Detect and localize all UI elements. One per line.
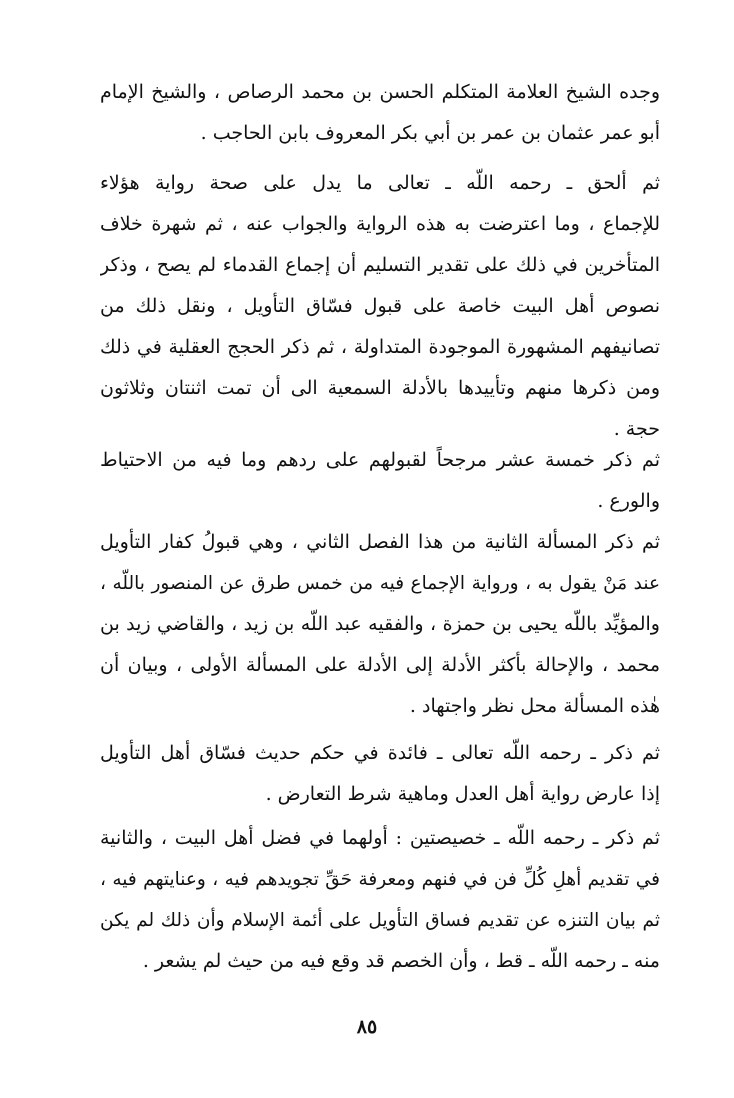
text-line: للإجماع ، وما اعترضت به هذه الرواية والجواب عنه ، ثم شهرة خلاف — [100, 213, 660, 235]
text-line: ثم بيان التنزه عن تقديم فساق التأويل على أئمة الإسلام وأن ذلك لم يكن — [100, 910, 660, 931]
text-line: ثم ذكر المسألة الثانية من هذا الفصل الثاني ، وهي قبولُ كفار التأويل — [100, 531, 660, 553]
text-line: ثم ذكر ـ رحمه اللّه ـ خصيصتين : أولهما في فضل أهل البيت ، والثانية — [100, 827, 660, 849]
text-line: منه ـ رحمه اللّه ـ قط ، وأن الخصم قد وقع فيه من حيث لم يشعر . — [142, 950, 660, 972]
text-line: ومن ذكرها منهم وتأييدها بالأدلة السمعية الى أن تمت اثنتان وثلاثون — [100, 377, 660, 399]
text-line: تصانيفهم المشهورة الموجودة المتداولة ، ثم ذكر الحجج العقلية في ذلك — [100, 336, 660, 358]
text-line: وجده الشيخ العلامة المتكلم الحسن بن محمد الرصاص ، والشيخ الإمام — [100, 81, 660, 103]
text-line: المتأخرين في ذلك على تقدير التسليم أن إجماع القدماء لم يصح ، وذكر — [100, 254, 660, 276]
text-line: إذا عارض رواية أهل العدل وماهية شرط التعارض . — [265, 783, 660, 805]
paragraph-3 — [100, 440, 660, 522]
text-line: ثم ذكر ـ رحمه اللّه تعالى ـ فائدة في حكم حديث فسّاق أهل التأويل — [100, 742, 660, 764]
text-line: محمد ، والإحالة بأكثر الأدلة إلى الأدلة على المسألة الأولى ، وبيان أن — [100, 654, 660, 676]
paragraph-1 — [100, 72, 660, 154]
page-number: ٨٥ — [356, 1016, 378, 1038]
text-line: عند مَنْ يقول به ، ورواية الإجماع فيه من خمس طرق عن المنصور باللّه ، — [100, 573, 660, 594]
text-line: نصوص أهل البيت خاصة على قبول فسّاق التأويل ، ونقل ذلك من — [100, 295, 660, 317]
paragraph-4 — [100, 522, 660, 727]
text-line: ثم ألحق ـ رحمه اللّه ـ تعالى ما يدل على صحة رواية هؤلاء — [100, 172, 660, 194]
text-line: والورع . — [597, 490, 660, 512]
paragraph-2 — [100, 163, 660, 450]
paragraph-6 — [100, 818, 660, 982]
paragraph-5 — [100, 733, 660, 815]
text-line: أبو عمر عثمان بن عمر بن أبي بكر المعروف بابن الحاجب . — [200, 122, 660, 144]
text-line: حجة . — [613, 418, 660, 440]
text-line: والمؤيِّد باللّه يحيى بن حمزة ، والفقيه عبد اللّه بن زيد ، والقاضي زيد بن — [100, 613, 660, 635]
text-line: في تقديم أهلِ كُلِّ فن في فنهم ومعرفة حَقِّ تجويدهم فيه ، وعنايتهم فيه ، — [100, 869, 660, 890]
text-line: هٰذه المسألة محل نظر واجتهاد . — [409, 695, 660, 717]
text-line: ثم ذكر خمسة عشر مرجحاً لقبولهم على ردهم وما فيه من الاحتياط — [100, 449, 660, 471]
